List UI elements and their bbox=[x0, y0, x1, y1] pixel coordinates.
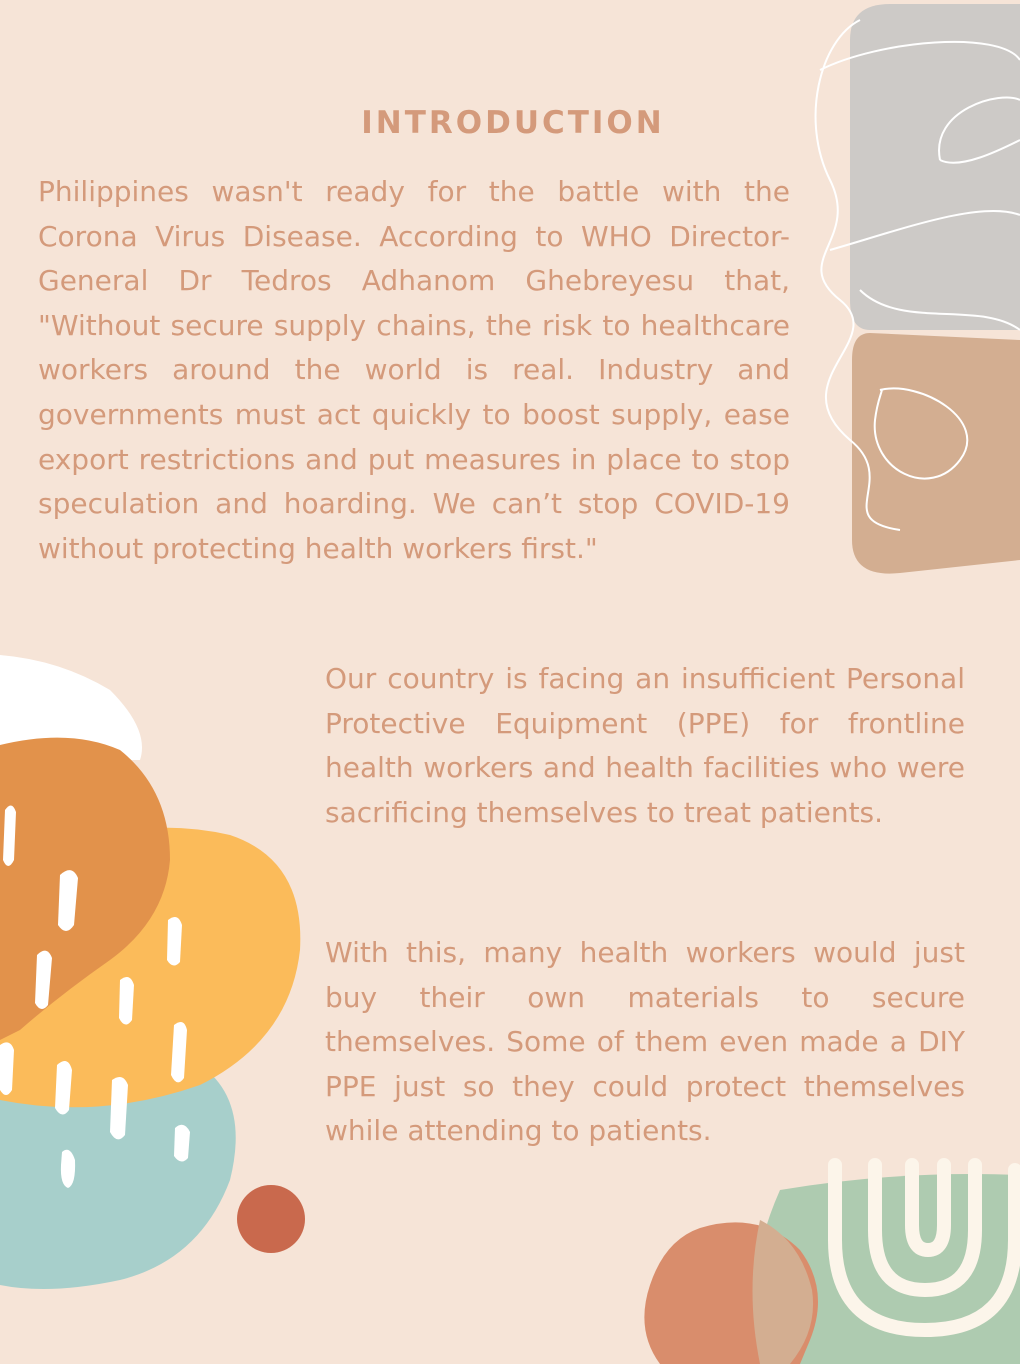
intro-paragraph: Philippines wasn't ready for the battle with the Corona Virus Disease. According to WHO Director-General Dr Tedros Adhanom Ghebreyesu that, "Without secure supply chains, the risk to healthcare workers around the world is real. Industry and governments must act quickly to boost supply, ease export restrictions and put measures in place to stop speculation and hoarding. We can’t stop COVID-19 without protecting health workers first." bbox=[38, 175, 790, 565]
gray-rounded-square bbox=[850, 4, 1020, 330]
ppe-shortage-paragraph: Our country is facing an insufficient Personal Protective Equipment (PPE) for frontline health workers and health facilities who were sacrificing themselves to treat patients. bbox=[325, 662, 965, 829]
tan-rounded-square bbox=[852, 333, 1020, 574]
brick-dot bbox=[237, 1185, 305, 1253]
page-title: INTRODUCTION bbox=[361, 104, 665, 141]
diy-ppe-paragraph: With this, many health workers would just buy their own materials to secure themselves. Some of them even made a DIY PPE just so they could protect themselves while attending to patients. bbox=[325, 936, 965, 1148]
